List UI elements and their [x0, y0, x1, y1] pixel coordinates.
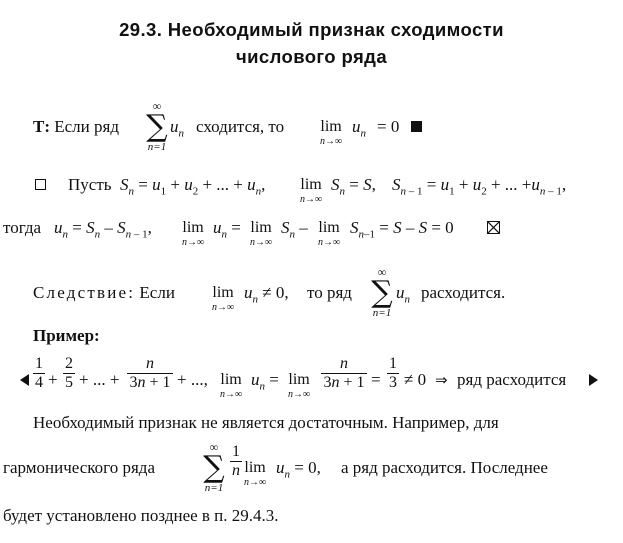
proof-text-then: тогда — [3, 218, 42, 237]
theorem-limit-value: = 0 — [377, 117, 400, 136]
theorem-sum-symbol — [144, 101, 170, 153]
example-limit-1-body: $u_n$ = — [251, 370, 279, 393]
remark-line-2-start: гармонического ряда — [3, 458, 155, 477]
theorem-statement — [33, 117, 119, 137]
example-end-triangle-icon — [589, 374, 598, 386]
harmonic-fraction: 1 n — [232, 443, 240, 479]
example-start-triangle-icon — [20, 374, 29, 386]
section-title-line2: числового ряда — [235, 46, 388, 67]
harmonic-limit: lim n→∞ — [244, 459, 267, 488]
proof-final-equality: $S_{n-1} = S - S = 0$ — [350, 218, 454, 241]
proof-limit-1: lim n→∞ — [300, 176, 323, 205]
corollary-limit-body: $u_n \ne 0$, — [244, 283, 289, 306]
corollary-text-if: Если — [139, 283, 175, 302]
fraction-1-4: 1 4 — [35, 355, 43, 391]
ellipsis-plus: + ... + — [79, 370, 120, 389]
fraction-1-3: 1 3 — [389, 355, 397, 391]
remark-line-2-end: а ряд расходится. Последнее — [341, 458, 548, 477]
theorem-limit — [320, 117, 342, 147]
harmonic-limit-body: $u_n = 0$, — [276, 458, 321, 481]
proof-limit-3-body: $S_n$ – — [281, 218, 308, 241]
corollary-label: Следствие: — [33, 283, 136, 302]
proof-limit-4: lim n→∞ — [318, 219, 341, 248]
fraction-general-term: n 3n + 1 — [126, 355, 174, 392]
sigma-glyph: ∑ — [146, 109, 168, 144]
theorem-label: Т: — [33, 117, 50, 136]
example-limit-2: lim n→∞ — [288, 371, 311, 400]
lim-subscript: n→∞ — [320, 136, 343, 147]
not-equal-zero: ≠ 0 — [404, 370, 427, 389]
corollary-sum-symbol: ∞ ∑ n=1 — [371, 265, 393, 319]
proof-limit-2: lim n→∞ — [182, 219, 205, 248]
theorem-limit-term: $u_n$ — [352, 117, 366, 140]
corollary-text-diverges: расходится. — [421, 283, 506, 302]
harmonic-sum-symbol: ∞ ∑ n=1 — [203, 440, 225, 494]
theorem-text-converges: сходится, то — [196, 117, 285, 136]
end-of-statement-square-icon — [411, 117, 422, 137]
proof-limit-s: $S_n = S$, — [331, 175, 376, 198]
remark-line-1: Необходимый признак не является достаточным. Например, для — [33, 413, 499, 432]
fraction-limit-term: n 3n + 1 — [320, 355, 368, 392]
corollary-limit: lim n→∞ — [212, 284, 235, 313]
equals-sign: = — [371, 370, 381, 389]
corollary-text-series: то ряд — [307, 283, 352, 302]
proof-limit-3: lim n→∞ — [250, 219, 273, 248]
sum-lower-limit: n=1 — [147, 141, 167, 153]
theorem-term: $u_n$ — [170, 117, 184, 140]
example-conclusion: ряд расходится — [457, 370, 567, 389]
example-limit-1: lim n→∞ — [220, 371, 243, 400]
proof-start-square-icon — [35, 179, 46, 190]
proof-text-let: Пусть — [68, 175, 112, 194]
corollary-statement — [33, 283, 175, 303]
plus-sign: + — [48, 370, 58, 389]
sum-upper-limit: ∞ — [152, 99, 162, 113]
fraction-2-5: 2 5 — [65, 355, 73, 391]
section-title-line1: 29.3. Необходимый признак сходимости — [119, 19, 504, 40]
lim-word: lim — [320, 118, 342, 135]
trailing-ellipsis: + ..., — [177, 370, 208, 389]
proof-partial-sum-def: $S_n = u_1 + u_2$ + ... + $u_n$, — [120, 175, 266, 198]
corollary-term: $u_n$ — [396, 283, 410, 306]
proof-limit-2-body: $u_n$ = — [213, 218, 241, 241]
end-of-proof-crossed-square-icon — [487, 221, 500, 234]
implies-arrow-icon: ⇒ — [435, 371, 448, 389]
example-label: Пример: — [33, 326, 100, 345]
remark-line-3: будет установлено позднее в п. 29.4.3. — [3, 506, 279, 525]
theorem-text-if: Если ряд — [54, 117, 119, 136]
proof-term-relation: $u_n = S_n - S_{n - 1}$, — [54, 218, 152, 241]
proof-previous-partial-sum: $S_{n - 1} = u_1 + u_2$ + ... $+u_{n - 1}$, — [392, 175, 567, 198]
